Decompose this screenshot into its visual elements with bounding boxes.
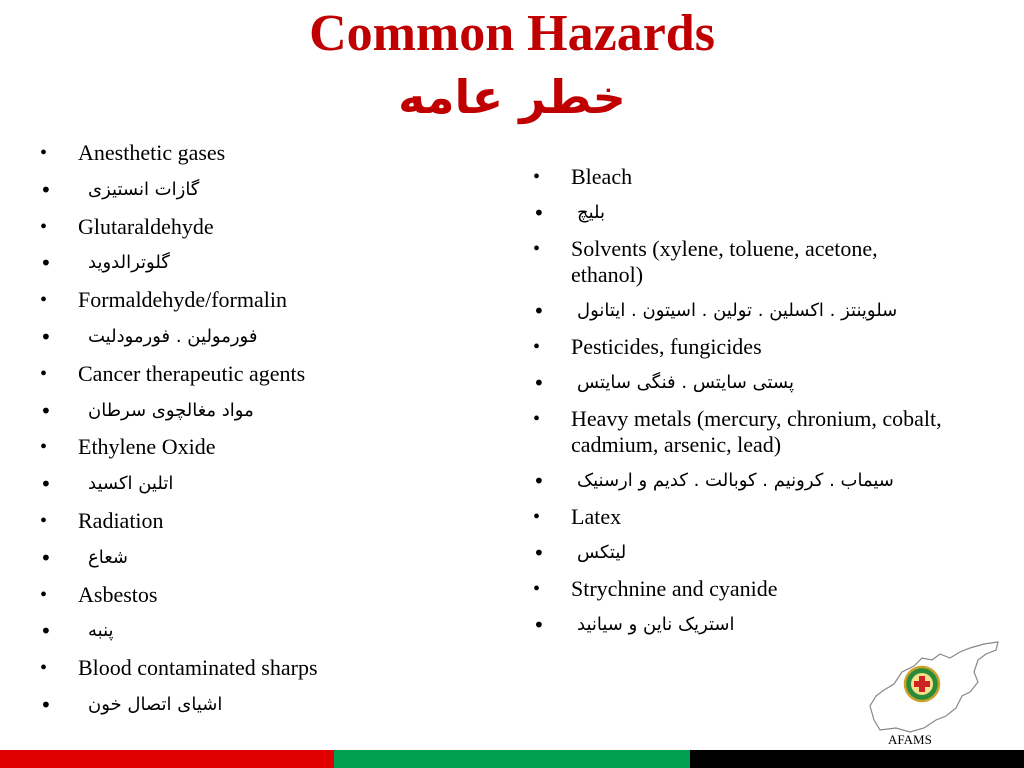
list-item <box>40 471 440 508</box>
hazard-list-right <box>533 164 953 648</box>
bar-black-segment <box>690 748 1024 768</box>
list-item <box>533 164 953 190</box>
bullet-icon: • <box>40 398 52 423</box>
list-item-text: اشیای اتصال خون <box>88 693 223 715</box>
list-item-text: Formaldehyde/formalin <box>78 287 287 313</box>
list-item <box>40 582 440 619</box>
list-item-text: اتلین اکسید <box>88 473 174 495</box>
list-item-text: لیتکس <box>577 542 627 563</box>
bullet-icon: • <box>40 289 48 312</box>
list-item-text: مواد مغالچوی سرطان <box>88 399 254 421</box>
bullet-icon: • <box>40 436 48 459</box>
bullet-icon: • <box>40 177 52 202</box>
bullet-icon: • <box>40 545 52 570</box>
list-item-text: شعاع <box>88 546 128 568</box>
list-item <box>40 545 440 582</box>
bullet-icon: • <box>40 509 48 532</box>
list-item-text: Ethylene Oxide <box>78 434 216 460</box>
list-item <box>40 250 440 287</box>
afams-logo <box>866 636 1006 746</box>
list-item-text: سیماب . کرونیم . کوبالت . کدیم و ارسنیک <box>577 470 894 491</box>
list-item-text: Glutaraldehyde <box>78 213 214 239</box>
list-item <box>40 287 440 324</box>
bullet-icon: • <box>533 578 541 600</box>
list-item-text: Bleach <box>571 164 633 189</box>
hazard-list-left <box>40 140 440 729</box>
bullet-icon: • <box>40 657 48 680</box>
bullet-icon: • <box>40 142 48 164</box>
list-item <box>533 540 953 566</box>
list-item-text: استریک ناین و سیانید <box>577 614 735 635</box>
list-item-text: پنبه <box>88 620 114 642</box>
bar-red-segment <box>0 748 334 768</box>
list-item <box>533 504 953 530</box>
list-item-text: بلیچ <box>577 202 606 223</box>
list-item <box>533 298 953 324</box>
list-item <box>40 508 440 545</box>
bullet-icon: • <box>40 324 52 349</box>
list-item <box>533 334 953 360</box>
list-item <box>40 324 440 361</box>
list-item-text: Anesthetic gases <box>78 140 226 165</box>
list-item-text: Solvents (xylene, toluene, acetone, ethanol) <box>571 236 878 287</box>
bullet-icon: • <box>533 201 545 225</box>
bullet-icon: • <box>40 362 48 385</box>
list-item <box>533 406 953 458</box>
bullet-icon: • <box>533 506 541 528</box>
afghanistan-map-logo-icon <box>866 636 1006 746</box>
list-item <box>533 576 953 602</box>
list-item <box>533 370 953 396</box>
bullet-icon: • <box>40 472 52 497</box>
list-item-text: Cancer therapeutic agents <box>78 360 306 386</box>
bullet-icon: • <box>40 215 48 238</box>
page-title-farsi: خطر عامه <box>398 70 626 124</box>
list-item-text: Latex <box>571 504 622 529</box>
bullet-icon: • <box>533 541 545 565</box>
list-item <box>533 200 953 226</box>
list-item <box>40 434 440 471</box>
bullet-icon: • <box>533 408 541 430</box>
list-item <box>40 398 440 435</box>
list-item <box>40 214 440 251</box>
list-item-text: Radiation <box>78 507 164 533</box>
bullet-icon: • <box>533 238 541 260</box>
list-item-text: سلوینتز . اکسلین . تولین . اسیتون . ایتانول <box>577 300 898 321</box>
list-item <box>40 655 440 692</box>
list-item-text: Heavy metals (mercury, chronium, cobalt, cadmium, arsenic, lead) <box>571 406 942 457</box>
bullet-icon: • <box>533 613 545 637</box>
list-item-text: گلوترالدوید <box>88 252 170 274</box>
bullet-icon: • <box>533 166 541 188</box>
bullet-icon: • <box>533 469 545 493</box>
list-item <box>40 140 440 177</box>
list-item-text: Strychnine and cyanide <box>571 576 778 601</box>
list-item <box>533 612 953 638</box>
list-item-text: Asbestos <box>78 581 158 607</box>
list-item <box>40 692 440 729</box>
list-item-text: Blood contaminated sharps <box>78 655 318 681</box>
list-item-text: فورمولین . فورمودلیت <box>88 325 258 347</box>
bullet-icon: • <box>40 251 52 276</box>
bullet-icon: • <box>533 371 545 395</box>
list-item <box>40 177 440 214</box>
list-item <box>40 361 440 398</box>
list-item <box>40 618 440 655</box>
bullet-icon: • <box>40 692 52 717</box>
logo-caption: AFAMS <box>888 732 932 747</box>
list-item <box>533 468 953 494</box>
bullet-icon: • <box>40 619 52 644</box>
bullet-icon: • <box>533 336 541 358</box>
bullet-icon: • <box>40 583 48 606</box>
bullet-icon: • <box>533 299 545 323</box>
bar-green-segment <box>334 748 690 768</box>
list-item-text: Pesticides, fungicides <box>571 334 762 359</box>
list-item-text: گازات انستیزی <box>88 178 200 200</box>
list-item-text: پستی سایتس . فنگی سایتس <box>577 372 795 393</box>
list-item <box>533 236 953 288</box>
flag-color-bar <box>0 748 1024 768</box>
page-title: Common Hazards <box>309 5 715 62</box>
